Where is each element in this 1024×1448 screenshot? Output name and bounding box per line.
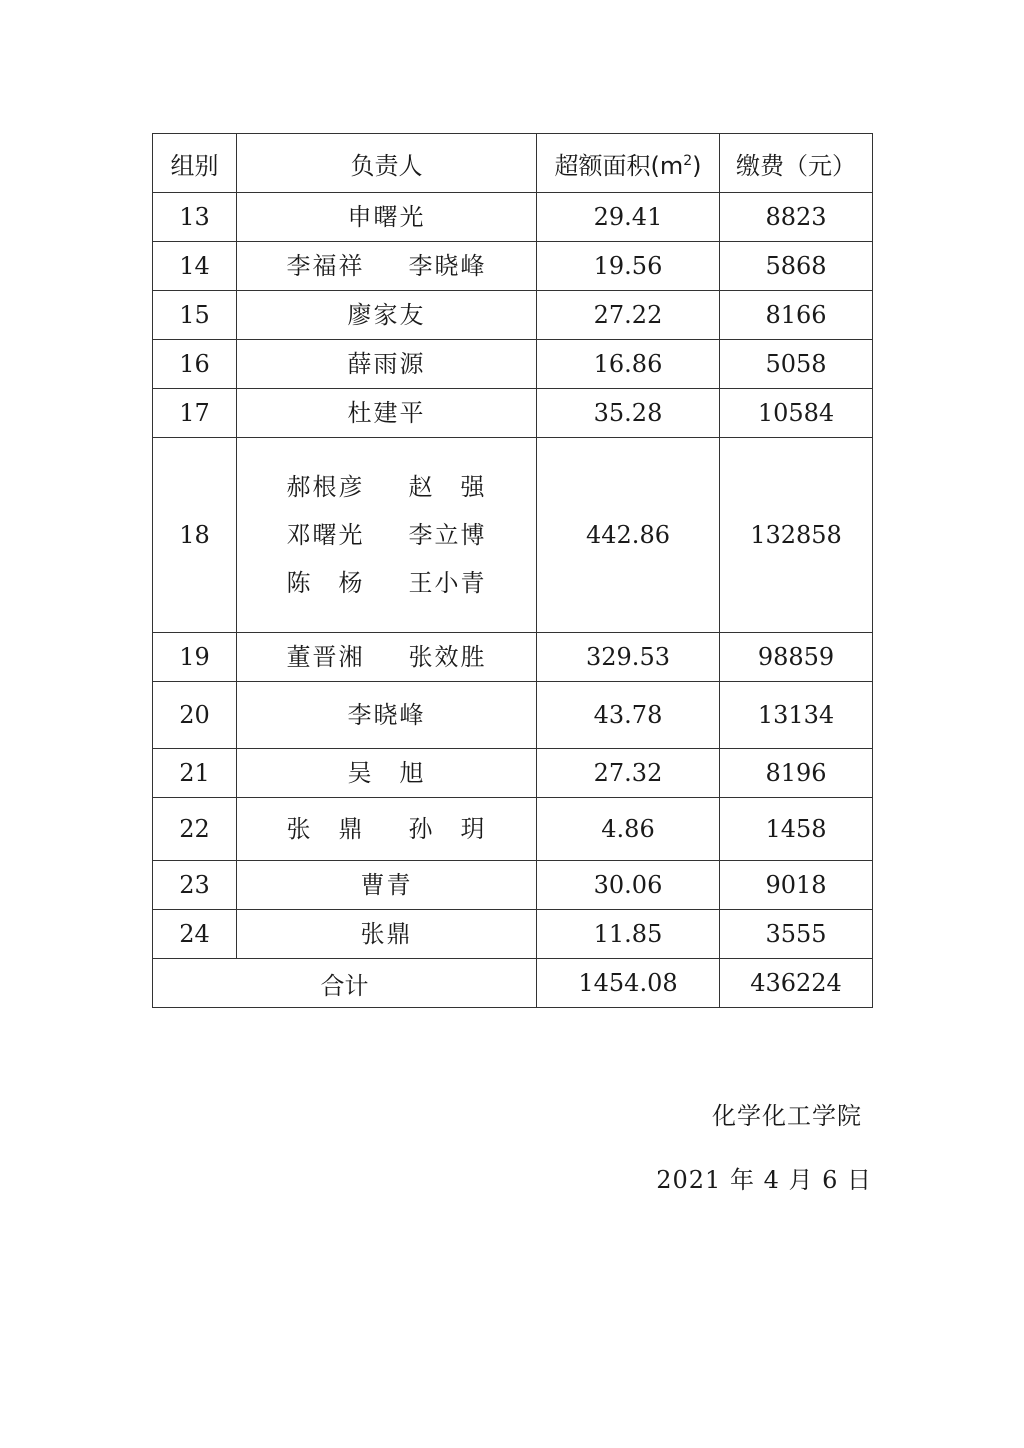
header-area <box>537 134 720 193</box>
leader-name: 陈 杨 <box>286 569 365 597</box>
cell-fee: 13134 <box>720 682 873 749</box>
table-row <box>153 910 873 959</box>
cell-fee: 5868 <box>720 242 873 291</box>
cell-fee: 8166 <box>720 291 873 340</box>
leader-line <box>237 193 536 241</box>
table-row <box>153 242 873 291</box>
table-row <box>153 438 873 633</box>
cell-group: 13 <box>153 193 237 242</box>
leader-name: 赵 强 <box>408 473 487 501</box>
fee-table <box>152 133 873 1008</box>
cell-group: 15 <box>153 291 237 340</box>
cell-group: 20 <box>153 682 237 749</box>
cell-leaders <box>237 389 537 438</box>
cell-area: 442.86 <box>537 438 720 633</box>
cell-group: 18 <box>153 438 237 633</box>
total-label: 合计 <box>153 959 537 1008</box>
leader-line <box>237 691 536 739</box>
cell-fee: 132858 <box>720 438 873 633</box>
leader-line <box>237 559 536 607</box>
cell-group: 17 <box>153 389 237 438</box>
leader-name: 曹青 <box>360 871 413 899</box>
table-row <box>153 682 873 749</box>
header-group: 组别 <box>153 134 237 193</box>
cell-fee: 1458 <box>720 798 873 861</box>
document-date: 2021 年 4 月 6 日 <box>656 1166 872 1194</box>
cell-area: 27.32 <box>537 749 720 798</box>
leader-name: 吴 旭 <box>347 759 426 787</box>
leader-name: 薛雨源 <box>347 350 426 378</box>
cell-leaders <box>237 682 537 749</box>
leader-name: 李晓峰 <box>408 252 487 280</box>
cell-fee: 5058 <box>720 340 873 389</box>
cell-area: 19.56 <box>537 242 720 291</box>
cell-group: 14 <box>153 242 237 291</box>
leader-line <box>237 242 536 290</box>
table-row <box>153 193 873 242</box>
leader-name: 杜建平 <box>347 399 426 427</box>
cell-fee: 98859 <box>720 633 873 682</box>
header-area-prefix: 超额面积(m <box>554 151 684 180</box>
cell-leaders <box>237 340 537 389</box>
total-row <box>153 959 873 1008</box>
leader-line <box>237 910 536 958</box>
leader-name: 申曙光 <box>347 203 426 231</box>
cell-leaders <box>237 633 537 682</box>
leader-name: 孙 玥 <box>408 815 487 843</box>
cell-area: 35.28 <box>537 389 720 438</box>
table-row <box>153 340 873 389</box>
total-area: 1454.08 <box>537 959 720 1008</box>
total-fee: 436224 <box>720 959 873 1008</box>
leader-line <box>237 749 536 797</box>
cell-area: 29.41 <box>537 193 720 242</box>
header-area-sup: 2 <box>683 152 693 169</box>
cell-leaders <box>237 798 537 861</box>
cell-area: 329.53 <box>537 633 720 682</box>
header-fee: 缴费（元） <box>720 134 873 193</box>
cell-group: 21 <box>153 749 237 798</box>
cell-leaders <box>237 291 537 340</box>
table-header-row <box>153 134 873 193</box>
leader-line <box>237 511 536 559</box>
cell-leaders <box>237 749 537 798</box>
table-row <box>153 633 873 682</box>
leader-name: 张效胜 <box>408 643 487 671</box>
cell-leaders <box>237 910 537 959</box>
cell-group: 24 <box>153 910 237 959</box>
organization-name: 化学化工学院 <box>712 1102 862 1130</box>
table-body <box>153 193 873 959</box>
leader-line <box>237 340 536 388</box>
cell-fee: 9018 <box>720 861 873 910</box>
leader-name: 张 鼎 <box>286 815 365 843</box>
cell-group: 16 <box>153 340 237 389</box>
table-row <box>153 291 873 340</box>
cell-area: 4.86 <box>537 798 720 861</box>
cell-group: 19 <box>153 633 237 682</box>
leader-name: 廖家友 <box>347 301 426 329</box>
leader-name: 李立博 <box>408 521 487 549</box>
leader-line <box>237 463 536 511</box>
leader-line <box>237 291 536 339</box>
header-leader: 负责人 <box>237 134 537 193</box>
cell-leaders <box>237 438 537 633</box>
leader-name: 张鼎 <box>360 920 413 948</box>
cell-leaders <box>237 193 537 242</box>
cell-fee: 8823 <box>720 193 873 242</box>
cell-area: 43.78 <box>537 682 720 749</box>
cell-area: 27.22 <box>537 291 720 340</box>
leader-name: 李福祥 <box>286 252 365 280</box>
cell-leaders <box>237 242 537 291</box>
table-row <box>153 749 873 798</box>
leader-line <box>237 861 536 909</box>
leader-name: 郝根彦 <box>286 473 365 501</box>
cell-fee: 10584 <box>720 389 873 438</box>
leader-line <box>237 805 536 853</box>
cell-group: 22 <box>153 798 237 861</box>
table-row <box>153 861 873 910</box>
header-area-suffix: ) <box>692 151 702 180</box>
table-row <box>153 389 873 438</box>
cell-group: 23 <box>153 861 237 910</box>
cell-fee: 3555 <box>720 910 873 959</box>
leader-name: 李晓峰 <box>347 701 426 729</box>
cell-area: 16.86 <box>537 340 720 389</box>
leader-line <box>237 633 536 681</box>
table-row <box>153 798 873 861</box>
cell-area: 30.06 <box>537 861 720 910</box>
cell-leaders <box>237 861 537 910</box>
cell-area: 11.85 <box>537 910 720 959</box>
leader-name: 董晋湘 <box>286 643 365 671</box>
leader-name: 邓曙光 <box>286 521 365 549</box>
leader-line <box>237 389 536 437</box>
cell-fee: 8196 <box>720 749 873 798</box>
leader-name: 王小青 <box>408 569 487 597</box>
